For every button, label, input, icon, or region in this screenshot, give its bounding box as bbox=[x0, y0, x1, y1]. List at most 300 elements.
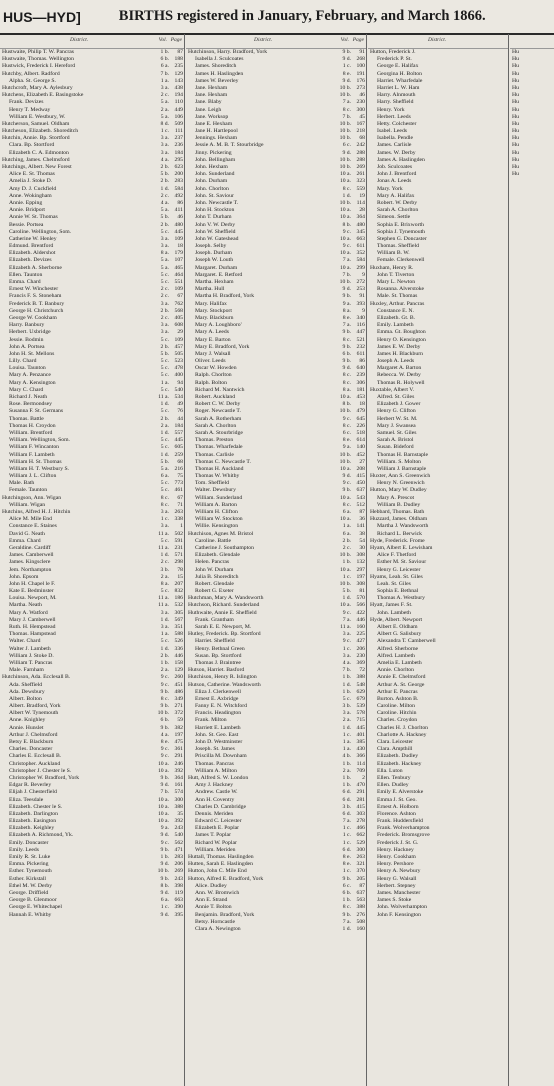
page-header bbox=[0, 0, 554, 35]
entry-name-district: Alice F. Thetford bbox=[377, 552, 417, 559]
entry-name-district: Hutchens, Elizabeth E. Basingstoke bbox=[2, 92, 84, 99]
entry-volume: 9 c. bbox=[160, 839, 169, 846]
entry-volume: 9 a. bbox=[342, 300, 351, 307]
entry-name-district: Elizabeth A. Richmond, Yk. bbox=[9, 832, 74, 839]
register-entry bbox=[368, 243, 508, 250]
entry-page: 269 bbox=[174, 868, 183, 875]
entry-volume: 2 c. bbox=[160, 192, 169, 199]
register-entry bbox=[186, 595, 366, 602]
entry-page: 345 bbox=[356, 228, 365, 235]
entry-name-district: Mary. Stockport bbox=[195, 307, 232, 314]
register-entry bbox=[0, 617, 184, 624]
entry-name-district: Harriett E. Lambeth bbox=[195, 724, 241, 731]
entry-name-district: Elizabeth. Darlington bbox=[9, 810, 58, 817]
entry-name-district: Mary E. Barton bbox=[195, 336, 231, 343]
entry-name-district: Thomas A. Westbury bbox=[377, 595, 425, 602]
entry-volume: 3 a. bbox=[342, 652, 351, 659]
register-entry bbox=[0, 868, 184, 875]
entry-page: 184 bbox=[174, 422, 183, 429]
entry-page: 129 bbox=[174, 667, 183, 674]
register-entry bbox=[368, 559, 508, 566]
register-entry bbox=[0, 753, 184, 760]
entry-name-district: Hu bbox=[512, 142, 519, 149]
entry-page: 132 bbox=[356, 559, 365, 566]
entry-name-district: Albert. Bradford, York bbox=[9, 703, 61, 710]
register-entry bbox=[368, 452, 508, 459]
page-title: BIRTHS registered in January, February, and March 1866. bbox=[118, 8, 486, 24]
register-column-1 bbox=[0, 34, 185, 1086]
entry-volume: 9 b. bbox=[342, 49, 351, 55]
register-entry bbox=[368, 207, 508, 214]
entry-volume: 4 a. bbox=[342, 659, 351, 666]
entry-page: 271 bbox=[174, 703, 183, 710]
entry-page: 400 bbox=[174, 372, 183, 379]
entry-volume: 1 b. bbox=[342, 559, 351, 566]
entry-name-district: Female. Clerkenwell bbox=[377, 257, 425, 264]
register-entry bbox=[368, 667, 508, 674]
entry-name-district: Rebecca. W. Derby bbox=[377, 372, 421, 379]
register-entry bbox=[0, 567, 184, 574]
entry-volume: 6 b. bbox=[160, 56, 169, 63]
register-entry bbox=[186, 329, 366, 336]
entry-page: 370 bbox=[356, 868, 365, 875]
entry-volume: 1 c. bbox=[160, 904, 169, 911]
entry-volume: 9 d. bbox=[342, 77, 351, 84]
register-entry bbox=[186, 717, 366, 724]
entry-volume: 9 c. bbox=[342, 480, 351, 487]
entry-name-district: Jane. Hexham bbox=[195, 84, 228, 91]
entry-page: 46 bbox=[177, 214, 183, 221]
register-entry bbox=[186, 322, 366, 329]
entry-page: 2 bbox=[362, 774, 365, 781]
entry-page: 502 bbox=[174, 530, 183, 537]
entry-page: 551 bbox=[174, 279, 183, 285]
entry-name-district: Eliza. Teesdale bbox=[9, 796, 44, 803]
entry-page: 243 bbox=[174, 875, 183, 882]
register-entry bbox=[510, 63, 554, 70]
entry-name-district: William F. Wincanton bbox=[9, 444, 60, 451]
entry-name-district: Thomas. Preston bbox=[195, 437, 234, 444]
entry-name-district: Thomas C. Newcastle T. bbox=[195, 458, 251, 465]
entry-name-district: Christopher J. Chester le S. bbox=[9, 767, 72, 774]
entry-page: 67 bbox=[177, 293, 183, 300]
entry-volume: 5 c. bbox=[160, 358, 169, 365]
entry-page: 226 bbox=[356, 422, 365, 429]
entry-name-district: Francis. Headington bbox=[195, 710, 242, 717]
entry-page: 570 bbox=[356, 595, 365, 602]
entry-page: 471 bbox=[174, 846, 183, 853]
entry-name-district: Hu bbox=[512, 149, 519, 156]
register-entry bbox=[186, 868, 366, 875]
register-entry bbox=[368, 372, 508, 379]
entry-name-district: Huxley, Arthur. Pancras bbox=[370, 300, 425, 307]
entry-name-district: William H. T. Westbury S. bbox=[9, 465, 70, 472]
register-entry bbox=[368, 753, 508, 760]
entry-volume: 10 b. bbox=[339, 279, 351, 285]
entry-name-district: Harriet. Sheffield bbox=[195, 638, 235, 645]
entry-page: 369 bbox=[356, 659, 365, 666]
register-entry bbox=[368, 466, 508, 473]
entry-page: 637 bbox=[356, 889, 365, 896]
register-entry bbox=[0, 416, 184, 423]
entry-volume: 1 a. bbox=[342, 746, 351, 753]
entry-volume: 9 d. bbox=[342, 473, 351, 480]
entry-name-district: Mary C. Chard bbox=[9, 386, 44, 393]
entry-page: 194 bbox=[174, 92, 183, 99]
register-entry bbox=[0, 243, 184, 250]
entry-page: 645 bbox=[356, 415, 365, 422]
entry-page: 323 bbox=[356, 178, 365, 185]
register-entry bbox=[0, 401, 184, 408]
entry-page: 539 bbox=[356, 703, 365, 710]
register-entry bbox=[0, 250, 184, 257]
entry-name-district: Martha. Hexham bbox=[195, 279, 234, 285]
entry-page: 457 bbox=[174, 343, 183, 350]
entry-name-district: Hutchson, Richard. Sunderland bbox=[188, 602, 260, 609]
entry-name-district: William. Sunderland bbox=[195, 494, 243, 501]
entry-volume: 3 a. bbox=[160, 243, 169, 250]
register-entry bbox=[186, 567, 366, 574]
register-entry bbox=[0, 358, 184, 365]
entry-page: 559 bbox=[356, 185, 365, 192]
register-entry bbox=[186, 365, 366, 372]
register-entry bbox=[0, 293, 184, 300]
entry-page: 578 bbox=[356, 710, 365, 717]
register-entry bbox=[186, 272, 366, 279]
entry-name-district: Amelia J. Stoke D. bbox=[9, 178, 53, 185]
entry-name-district: Herbert W. St. M. bbox=[377, 415, 418, 422]
entry-name-district: John. Lambeth bbox=[377, 609, 411, 616]
entry-name-district: Huxham, Henry R. bbox=[370, 264, 414, 271]
register-entry bbox=[0, 638, 184, 645]
entry-page: 452 bbox=[356, 451, 365, 458]
entry-name-district: Frank. Wolverhampton bbox=[377, 825, 430, 832]
register-entry bbox=[0, 444, 184, 451]
entry-name-district: William W. Stockton bbox=[195, 516, 243, 523]
entry-name-district: William F. Lambeth bbox=[9, 451, 55, 458]
entry-name-district: Christopher. Auckland bbox=[9, 760, 61, 767]
register-entry bbox=[0, 437, 184, 444]
entry-name-district: Hu bbox=[512, 128, 519, 135]
entry-name-district: Catherine J. Southampton bbox=[195, 544, 254, 551]
register-entry bbox=[0, 279, 184, 286]
entry-name-district: Hu bbox=[512, 164, 519, 170]
entry-name-district: Edward C. Leicester bbox=[195, 818, 242, 825]
entry-name-district: Georgina H. Bolton bbox=[377, 70, 422, 77]
register-entry bbox=[186, 250, 366, 257]
register-entry bbox=[368, 365, 508, 372]
entry-name-district: Amelia E. Lambeth bbox=[377, 659, 422, 666]
entry-page: 532 bbox=[174, 602, 183, 609]
entry-volume: 8 e. bbox=[342, 70, 351, 77]
entry-volume: 8 c. bbox=[342, 185, 351, 192]
entry-page: 291 bbox=[174, 753, 183, 760]
register-entry bbox=[0, 509, 184, 516]
entry-volume: 1 d. bbox=[342, 724, 351, 731]
register-entry bbox=[186, 667, 366, 674]
register-entry bbox=[186, 372, 366, 379]
entry-name-district: George W. Cookham bbox=[9, 314, 57, 321]
entry-page: 321 bbox=[356, 861, 365, 868]
entry-volume: 1 c. bbox=[342, 645, 351, 652]
entry-name-district: Mary A. Penzance bbox=[9, 372, 51, 379]
register-entry bbox=[0, 682, 184, 689]
register-entry bbox=[368, 279, 508, 286]
register-entry bbox=[0, 63, 184, 70]
register-entry bbox=[0, 667, 184, 674]
entry-page: 100 bbox=[356, 63, 365, 70]
entry-page: 114 bbox=[356, 760, 365, 767]
entry-name-district: Anne. Knighley bbox=[9, 717, 46, 724]
entry-name-district: Herbert. Uxbridge bbox=[9, 329, 51, 336]
entry-list bbox=[0, 49, 184, 919]
entry-name-district: John. Wolverhampton bbox=[377, 904, 427, 911]
entry-name-district: Thomas. Hampstead bbox=[9, 631, 56, 638]
entry-name-district: Herbert. Leeds bbox=[377, 113, 411, 120]
entry-page: 76 bbox=[177, 408, 183, 415]
entry-name-district: Constance E. Staines bbox=[9, 523, 57, 530]
entry-name-district: Jem. Northampton bbox=[9, 566, 52, 573]
entry-volume: 4 a. bbox=[160, 731, 169, 738]
entry-volume: 1 c. bbox=[342, 832, 351, 839]
entry-name-district: Ellen. Taunton bbox=[9, 271, 43, 278]
register-entry bbox=[186, 581, 366, 588]
entry-page: 388 bbox=[356, 674, 365, 681]
entry-volume: 1 b. bbox=[342, 897, 351, 904]
register-entry bbox=[510, 128, 554, 135]
register-entry bbox=[510, 135, 554, 142]
entry-name-district: Ernest W. Winchester bbox=[9, 286, 59, 293]
entry-name-district: James. Shoreditch bbox=[195, 63, 237, 70]
register-entry bbox=[368, 423, 508, 430]
header-index-range: HUS—HYD] bbox=[3, 8, 81, 25]
entry-name-district: Sarah A. Bristol bbox=[377, 437, 414, 444]
register-entry bbox=[186, 775, 366, 782]
register-entry bbox=[186, 753, 366, 760]
register-entry bbox=[0, 301, 184, 308]
entry-name-district: Elijah J. Chesterfield bbox=[9, 789, 57, 796]
entry-name-district: Richard J. Neath bbox=[9, 394, 48, 400]
entry-volume: 10 b. bbox=[339, 128, 351, 135]
register-entry bbox=[368, 193, 508, 200]
entry-name-district: Alfred. Lambeth bbox=[377, 652, 415, 659]
entry-page: 67 bbox=[177, 494, 183, 501]
register-entry bbox=[510, 99, 554, 106]
entry-name-district: Elizabeth. Gt. B. bbox=[377, 314, 416, 321]
entry-name-district: Elizabeth. Devizes bbox=[9, 257, 52, 264]
entry-name-district: Thomas W. Whitby bbox=[195, 473, 240, 480]
register-entry bbox=[186, 135, 366, 142]
entry-page: 415 bbox=[356, 803, 365, 810]
entry-volume: 1 a. bbox=[342, 523, 351, 530]
register-entry bbox=[368, 646, 508, 653]
entry-name-district: Hutcherson, Samuel. Oldham bbox=[2, 120, 70, 127]
entry-name-district: Rosanna. Alverstoke bbox=[377, 286, 425, 293]
register-entry bbox=[0, 222, 184, 229]
register-entry bbox=[368, 250, 508, 257]
entry-name-district: Walter. Dewsbury bbox=[195, 487, 236, 494]
entry-name-district: John H. Stockton bbox=[195, 207, 235, 214]
page-heading: Page bbox=[170, 37, 182, 43]
entry-name-district: James A. Haslingden bbox=[377, 156, 425, 163]
entry-volume: 10 a. bbox=[157, 767, 169, 774]
register-entry bbox=[186, 653, 366, 660]
entry-name-district: John. St. Saviour bbox=[195, 192, 234, 199]
entry-name-district: Joseph W. Louth bbox=[195, 257, 234, 264]
entry-name-district: Hutchin, Annie. Bp. Stortford bbox=[2, 135, 70, 142]
register-entry bbox=[368, 56, 508, 63]
entry-name-district: Willie. Kensington bbox=[195, 523, 239, 530]
entry-name-district: Florence. Ashton bbox=[377, 810, 416, 817]
register-entry bbox=[186, 588, 366, 595]
register-entry bbox=[0, 452, 184, 459]
entry-name-district: Susanna F. St. Germans bbox=[9, 408, 64, 415]
entry-page: 512 bbox=[356, 501, 365, 508]
entry-volume: 6 a. bbox=[342, 530, 351, 537]
entry-page: 54 bbox=[359, 537, 365, 544]
entry-page: 230 bbox=[356, 99, 365, 106]
register-entry bbox=[510, 157, 554, 164]
entry-page: 246 bbox=[174, 760, 183, 767]
entry-volume: 1 d. bbox=[160, 552, 169, 559]
entry-name-district: Hu bbox=[512, 77, 519, 84]
entry-page: 269 bbox=[356, 164, 365, 170]
entry-page: 109 bbox=[174, 336, 183, 343]
entry-list bbox=[510, 49, 554, 178]
register-entry bbox=[0, 286, 184, 293]
entry-volume: 5 a. bbox=[160, 207, 169, 214]
entry-volume: 5 c. bbox=[160, 372, 169, 379]
entry-name-district: Constance E. N. bbox=[377, 307, 414, 314]
entry-page: 663 bbox=[356, 235, 365, 242]
entry-name-district: Herbert. Stepney bbox=[377, 882, 416, 889]
entry-name-district: William A. Milton bbox=[195, 767, 237, 774]
vol-heading: Vol. bbox=[158, 37, 167, 43]
entry-name-district: James H. Haslingden bbox=[195, 70, 244, 77]
register-entry bbox=[368, 725, 508, 732]
register-entry bbox=[510, 85, 554, 92]
entry-name-district: Jennings. Hexham bbox=[195, 135, 238, 142]
register-entry bbox=[0, 797, 184, 804]
register-entry bbox=[186, 337, 366, 344]
entry-volume: 1 b. bbox=[342, 774, 351, 781]
register-entry bbox=[186, 538, 366, 545]
entry-name-district: Benjamin. Bradford, York bbox=[195, 911, 255, 918]
register-entry bbox=[186, 344, 366, 351]
entry-volume: 9 a. bbox=[160, 825, 169, 832]
register-entry bbox=[0, 459, 184, 466]
entry-volume: 10 a. bbox=[339, 394, 351, 400]
register-entry bbox=[186, 63, 366, 70]
register-entry bbox=[368, 789, 508, 796]
register-entry bbox=[0, 653, 184, 660]
entry-page: 308 bbox=[356, 552, 365, 559]
entry-page: 140 bbox=[356, 444, 365, 451]
entry-name-district: Alfred. Sherborne bbox=[377, 645, 419, 652]
entry-volume: 9 b. bbox=[342, 343, 351, 350]
entry-page: 306 bbox=[356, 379, 365, 386]
entry-page: 611 bbox=[356, 350, 365, 357]
register-entry bbox=[510, 56, 554, 63]
register-entry bbox=[0, 545, 184, 552]
register-entry bbox=[368, 430, 508, 437]
entry-name-district: Elizabeth. Glendale bbox=[195, 552, 240, 559]
entry-name-district: Hutson, Catherine. Wandsworth bbox=[188, 681, 261, 688]
entry-volume: 10 b. bbox=[339, 199, 351, 206]
entry-name-district: Eliza J. Clerkenwell bbox=[195, 688, 241, 695]
entry-volume: 4 a. bbox=[160, 156, 169, 163]
register-entry bbox=[186, 631, 366, 638]
entry-name-district: Albert W. Tynemouth bbox=[9, 710, 59, 717]
entry-name-district: Elizabeth E. Poplar bbox=[195, 825, 240, 832]
register-entry bbox=[0, 732, 184, 739]
register-entry bbox=[186, 351, 366, 358]
entry-name-district: Geraldine. Cardiff bbox=[9, 544, 51, 551]
register-entry bbox=[186, 480, 366, 487]
register-entry bbox=[368, 286, 508, 293]
entry-name-district: Hannah E. Whitby bbox=[9, 911, 52, 918]
register-entry bbox=[368, 178, 508, 185]
entry-name-district: Hutchingson, Ann. Wigan bbox=[2, 494, 62, 501]
register-entry bbox=[368, 186, 508, 193]
register-entry bbox=[0, 782, 184, 789]
register-entry bbox=[0, 890, 184, 897]
entry-name-district: Edmund. Brentford bbox=[9, 243, 54, 250]
entry-volume: 3 a. bbox=[160, 135, 169, 142]
register-entry bbox=[510, 142, 554, 149]
entry-name-district: Francis F. S. Stoneham bbox=[9, 293, 62, 300]
register-entry bbox=[186, 861, 366, 868]
entry-volume: 6 b. bbox=[160, 717, 169, 724]
entry-name-district: Christopher W. Bradford, York bbox=[9, 774, 80, 781]
entry-name-district: Hu bbox=[512, 84, 519, 91]
entry-volume: 2 a. bbox=[342, 717, 351, 724]
entry-page: 109 bbox=[174, 286, 183, 293]
entry-volume: 1 d. bbox=[342, 925, 351, 932]
register-entry bbox=[0, 329, 184, 336]
register-entry bbox=[0, 214, 184, 221]
entry-name-district: Mary J. Camberwell bbox=[9, 616, 56, 623]
entry-page: 86 bbox=[177, 199, 183, 206]
entry-page: 176 bbox=[356, 77, 365, 84]
entry-name-district: Susan. Bp. Stortford bbox=[195, 652, 242, 659]
register-entry bbox=[368, 114, 508, 121]
register-entry bbox=[368, 387, 508, 394]
entry-page: 263 bbox=[356, 854, 365, 860]
entry-name-district: James. Manchester bbox=[377, 889, 421, 896]
entry-name-district: Hu bbox=[512, 63, 519, 70]
entry-page: 364 bbox=[174, 774, 183, 781]
register-entry bbox=[0, 78, 184, 85]
entry-volume: 10 b. bbox=[339, 552, 351, 559]
entry-volume: 3 a. bbox=[160, 235, 169, 242]
register-entry bbox=[0, 186, 184, 193]
entry-name-district: Kate E. Bedminster bbox=[9, 588, 54, 595]
entry-name-district: James T. Poplar bbox=[195, 832, 231, 839]
register-entry bbox=[368, 531, 508, 538]
entry-page: 509 bbox=[174, 120, 183, 127]
entry-volume: 1 b. bbox=[342, 674, 351, 681]
entry-page: 206 bbox=[356, 645, 365, 652]
entry-volume: 5 c. bbox=[342, 695, 351, 702]
entry-page: 87 bbox=[359, 882, 365, 889]
entry-page: 208 bbox=[356, 465, 365, 472]
entry-name-district: Esther. Kirkstall bbox=[9, 875, 46, 882]
register-entry bbox=[0, 912, 184, 919]
register-entry bbox=[186, 430, 366, 437]
register-entry bbox=[368, 574, 508, 581]
entry-name-district: Ella. Luton bbox=[377, 767, 403, 774]
